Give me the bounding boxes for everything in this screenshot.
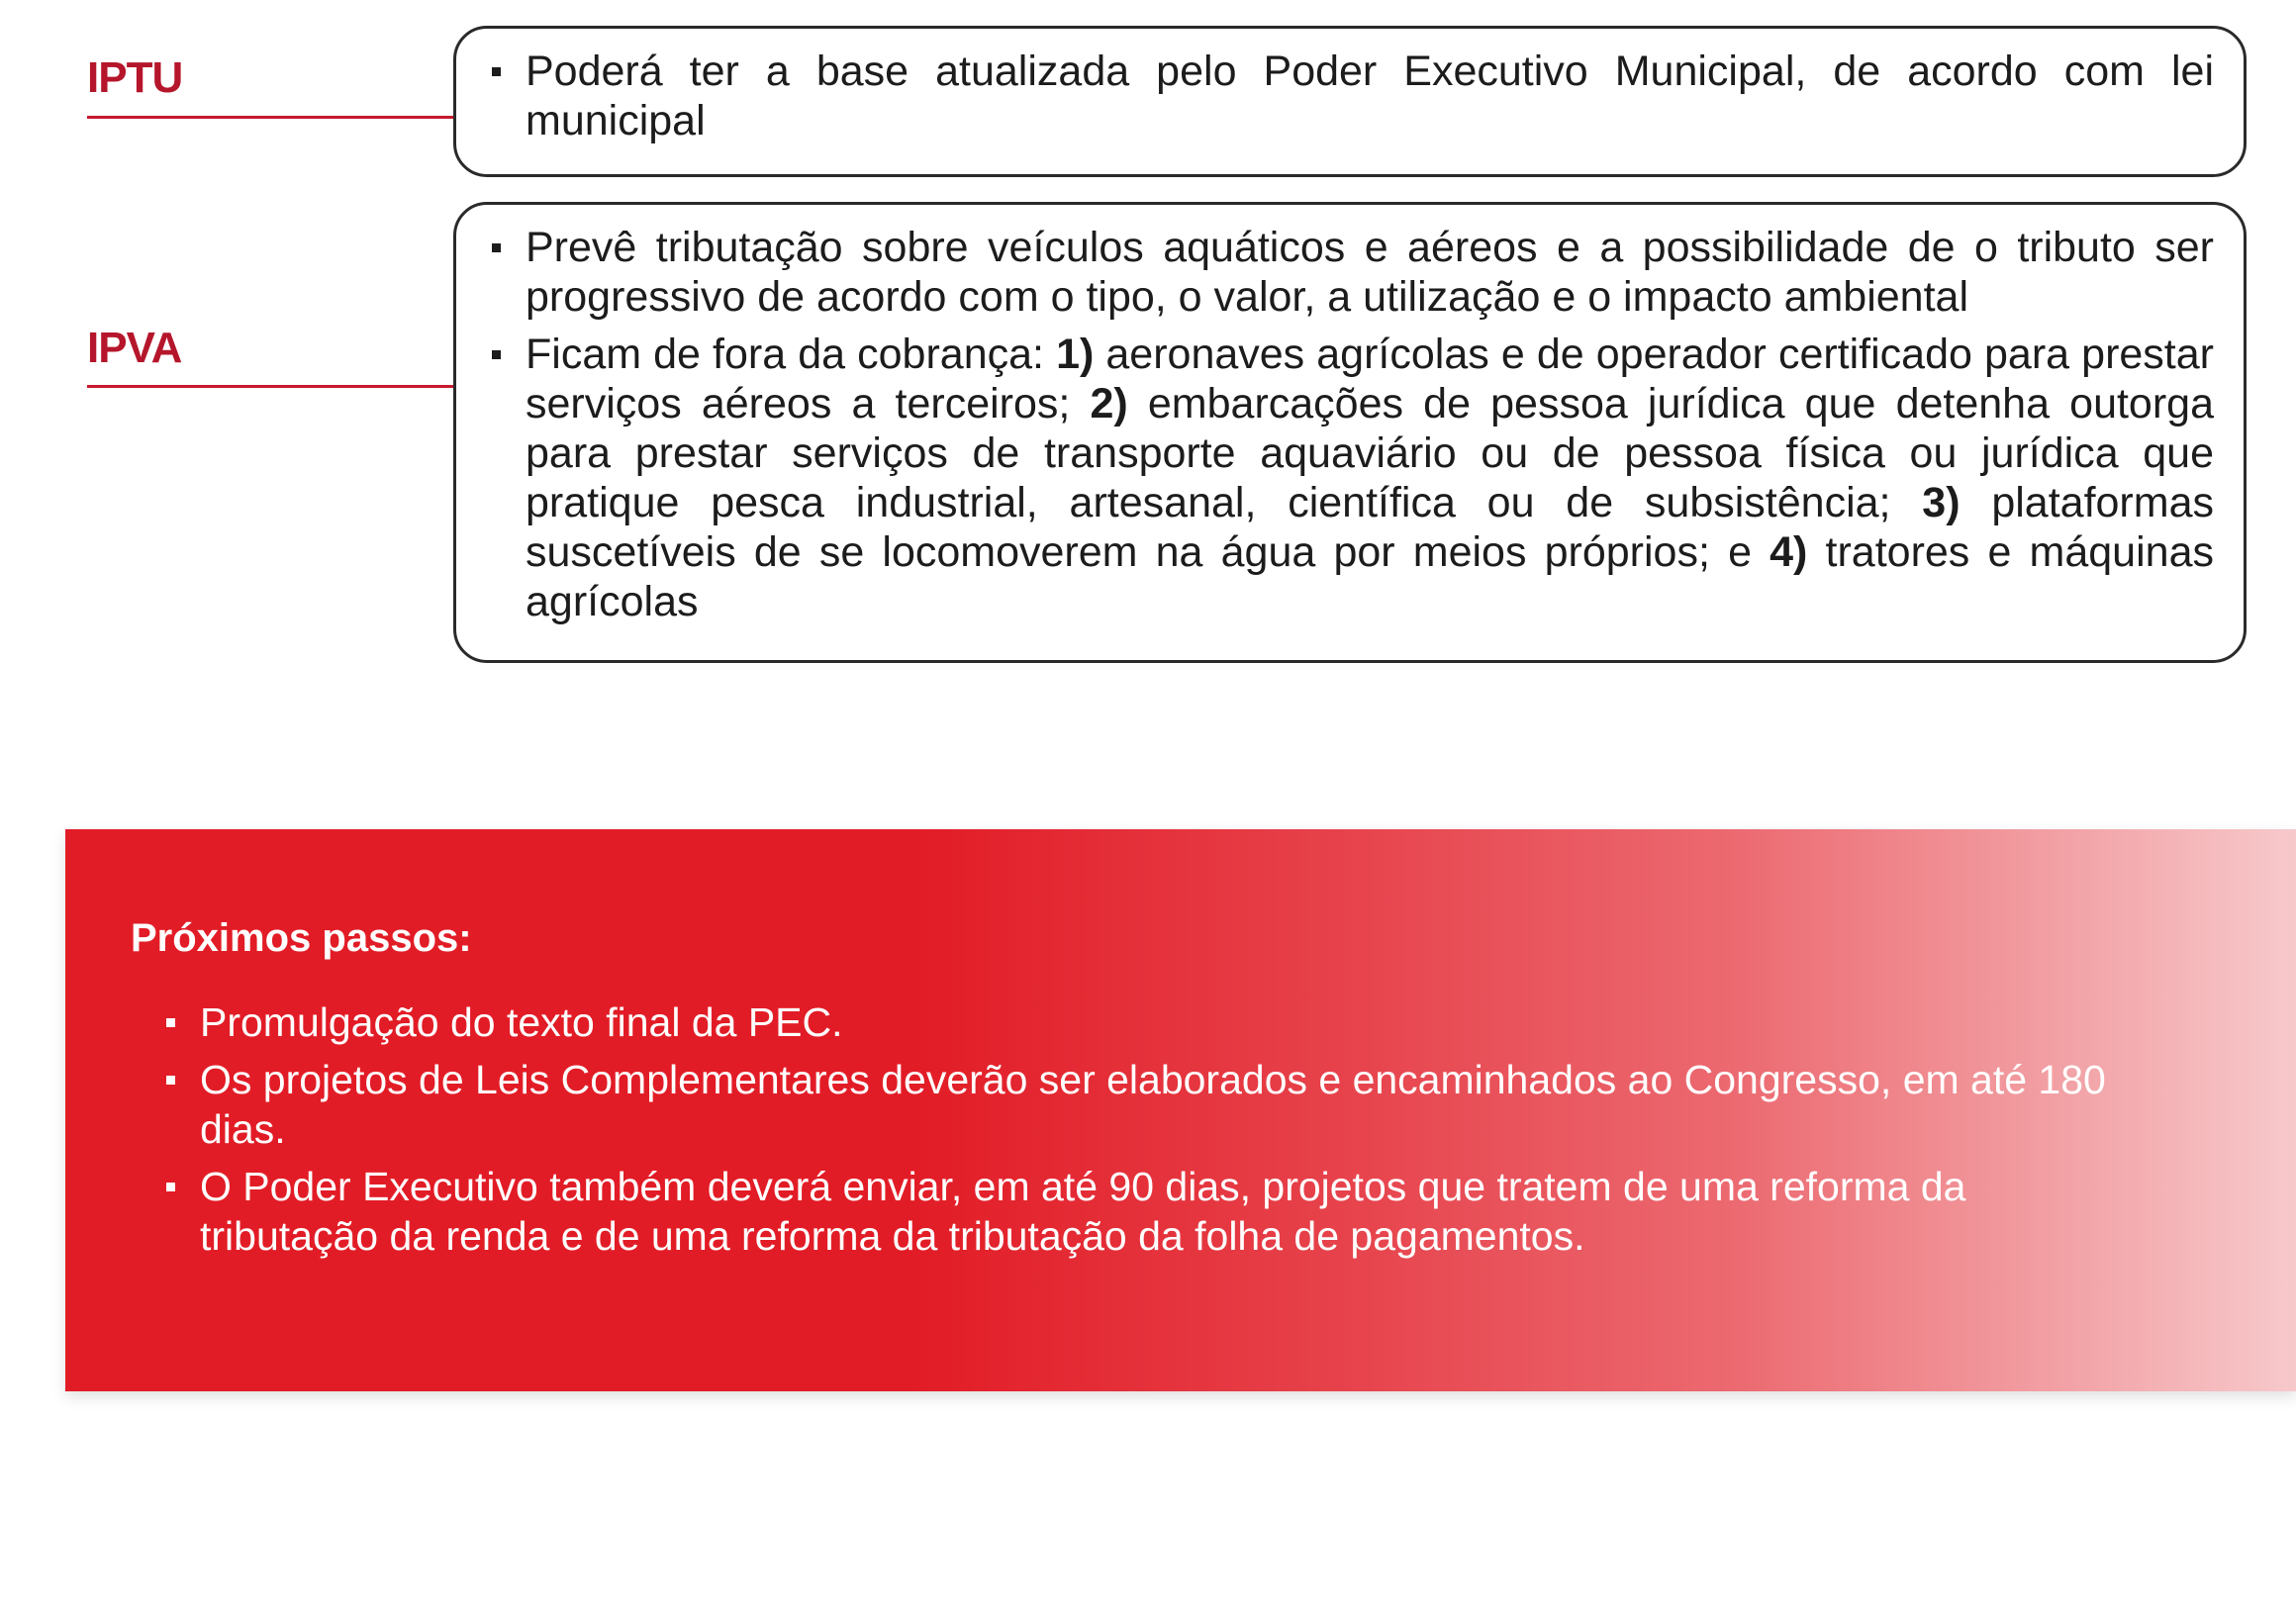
iptu-item: Poderá ter a base atualizada pelo Poder Executivo Municipal, de acordo com lei municipal <box>526 47 2214 144</box>
iptu-label: IPTU <box>87 53 183 102</box>
ipva-bullet-list <box>526 223 2214 626</box>
ipva-item-exemptions: Ficam de fora da cobrança: 1) aeronaves agrícolas e de operador certificado para prestar serviços aéreos a terceiros; 2) embarcações de pessoa jurídica que detenha outorga para prestar serviços de transporte aquaviário ou de pessoa física ou jurídica que pratique pesca industrial, artesanal, científica ou de subsistência; 3) plataformas suscetíveis de se locomoverem na água por meios próprios; e 4) tratores e máquinas agrícolas <box>526 331 2214 625</box>
iptu-bullet-list <box>526 47 2214 145</box>
iptu-box <box>453 26 2247 177</box>
ipva-connector-line <box>87 385 453 388</box>
next-step-item: Promulgação do texto final da PEC. <box>200 997 2130 1047</box>
ipva-item-taxation: Prevê tributação sobre veículos aquáticos e aéreos e a possibilidade de o tributo ser progressivo de acordo com o tipo, o valor, a utilização e o impacto ambiental <box>526 224 2214 321</box>
iptu-connector-line <box>87 116 453 119</box>
next-steps-panel <box>65 829 2296 1391</box>
ipva-label: IPVA <box>87 324 182 372</box>
next-step-item: O Poder Executivo também deverá enviar, em até 90 dias, projetos que tratem de uma reforma da tributação da renda e de uma reforma da tributação da folha de pagamentos. <box>200 1162 2130 1261</box>
ipva-box <box>453 202 2247 663</box>
next-steps-list <box>200 997 2130 1269</box>
next-steps-title: Próximos passos: <box>131 916 472 960</box>
next-step-item: Os projetos de Leis Complementares deverão ser elaborados e encaminhados ao Congresso, em até 180 dias. <box>200 1055 2130 1154</box>
